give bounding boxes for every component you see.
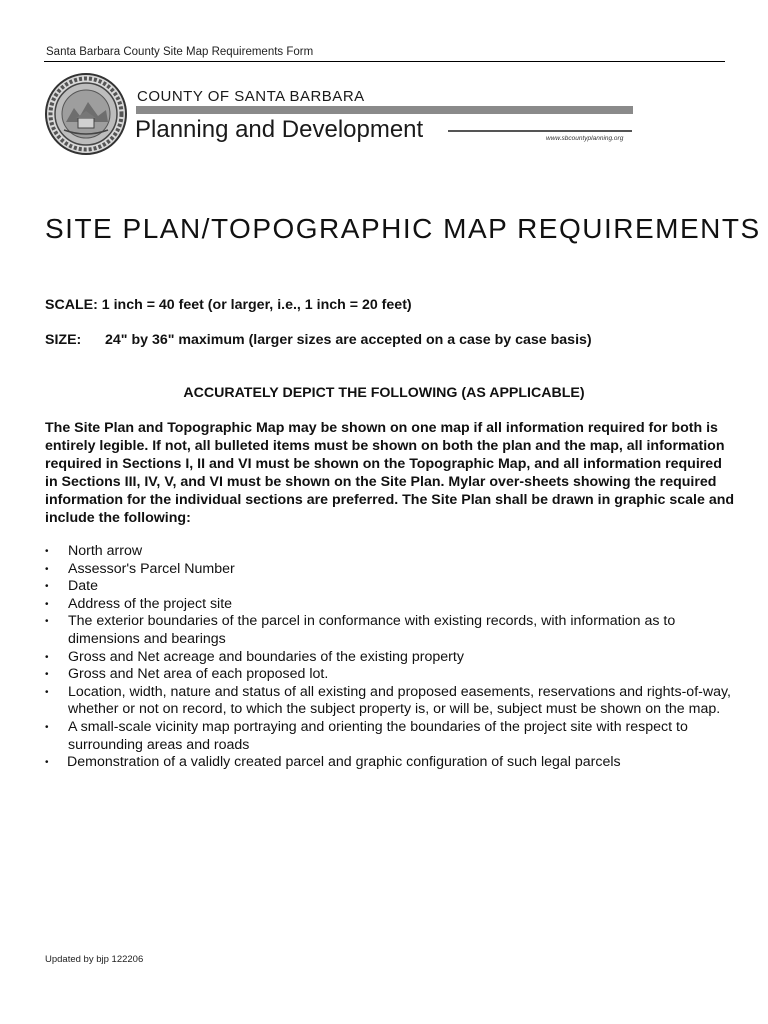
size-requirement — [45, 332, 592, 348]
list-item-text: Address of the project site — [68, 595, 233, 612]
list-item-text: Date — [68, 578, 98, 595]
page-title: SITE PLAN/TOPOGRAPHIC MAP REQUIREMENTS — [45, 213, 761, 244]
bullet-icon: • — [45, 686, 49, 698]
department-url: www.sbcountyplanning.org — [546, 135, 624, 142]
size-text: 24" by 36" maximum (larger sizes are accepted on a case by case basis) — [105, 332, 592, 348]
list-item — [45, 578, 735, 596]
list-item — [45, 613, 735, 648]
list-item — [45, 684, 735, 719]
department-name: Planning and Development — [135, 116, 424, 143]
list-item — [45, 666, 735, 684]
scale-requirement: SCALE: 1 inch = 40 feet (or larger, i.e., 1 inch = 20 feet) — [45, 297, 412, 313]
requirements-list — [45, 543, 735, 772]
list-item — [45, 561, 735, 579]
running-header: Santa Barbara County Site Map Requirements Form — [46, 46, 314, 58]
list-item — [45, 596, 735, 614]
bullet-icon: • — [45, 546, 49, 557]
bullet-icon: • — [45, 598, 49, 610]
list-item — [45, 754, 735, 772]
bullet-icon: • — [45, 651, 49, 663]
intro-paragraph: The Site Plan and Topographic Map may be shown on one map if all information required for both is entirely legible. If not, all bulleted items must be shown on both the plan and the map, all information required in Sections I, II and VI must be shown on the Topographic Map, and all information required in Sections III, IV, V, and VI must be shown on the Site Plan. Mylar over-sheets showing the required information for the individual sections are preferred. The Site Plan shall be drawn in graphic scale and include the following: — [45, 420, 735, 526]
section-heading: ACCURATELY DEPICT THE FOLLOWING (AS APPLICABLE) — [183, 385, 585, 401]
bullet-icon: • — [45, 721, 49, 733]
header-rule — [44, 61, 725, 62]
list-item-text: Gross and Net acreage and boundaries of the existing property — [68, 648, 464, 665]
list-item-text: Location, width, nature and status of all existing and proposed easements, reservations and rights-of-way, whether or not on record, to which the subject property is, or will be, subject must be shown on the map. — [68, 683, 731, 718]
county-seal-icon — [44, 72, 128, 156]
list-item-text: The exterior boundaries of the parcel in conformance with existing records, with information as to dimensions and bearings — [68, 613, 676, 647]
bullet-icon: • — [45, 669, 49, 681]
bullet-icon: • — [45, 563, 49, 575]
size-label: SIZE: — [45, 332, 82, 348]
footer-note: Updated by bjp 122206 — [45, 954, 144, 965]
list-item-text: North arrow — [68, 543, 143, 559]
list-item-text: A small-scale vicinity map portraying and orienting the boundaries of the project site with respect to surrounding areas and roads — [68, 718, 688, 753]
list-item — [45, 719, 735, 754]
list-item-text: Demonstration of a validly created parcel and graphic configuration of such legal parcels — [67, 754, 621, 771]
list-item-text: Gross and Net area of each proposed lot. — [68, 666, 329, 683]
list-item — [45, 649, 735, 667]
list-item — [45, 543, 735, 561]
county-name: COUNTY OF SANTA BARBARA — [137, 88, 365, 105]
bullet-icon: • — [45, 581, 49, 593]
list-item-text: Assessor's Parcel Number — [68, 560, 235, 577]
letterhead-bar — [136, 106, 633, 114]
bullet-icon: • — [45, 757, 49, 769]
bullet-icon: • — [45, 616, 49, 628]
letterhead-rule — [448, 130, 632, 132]
